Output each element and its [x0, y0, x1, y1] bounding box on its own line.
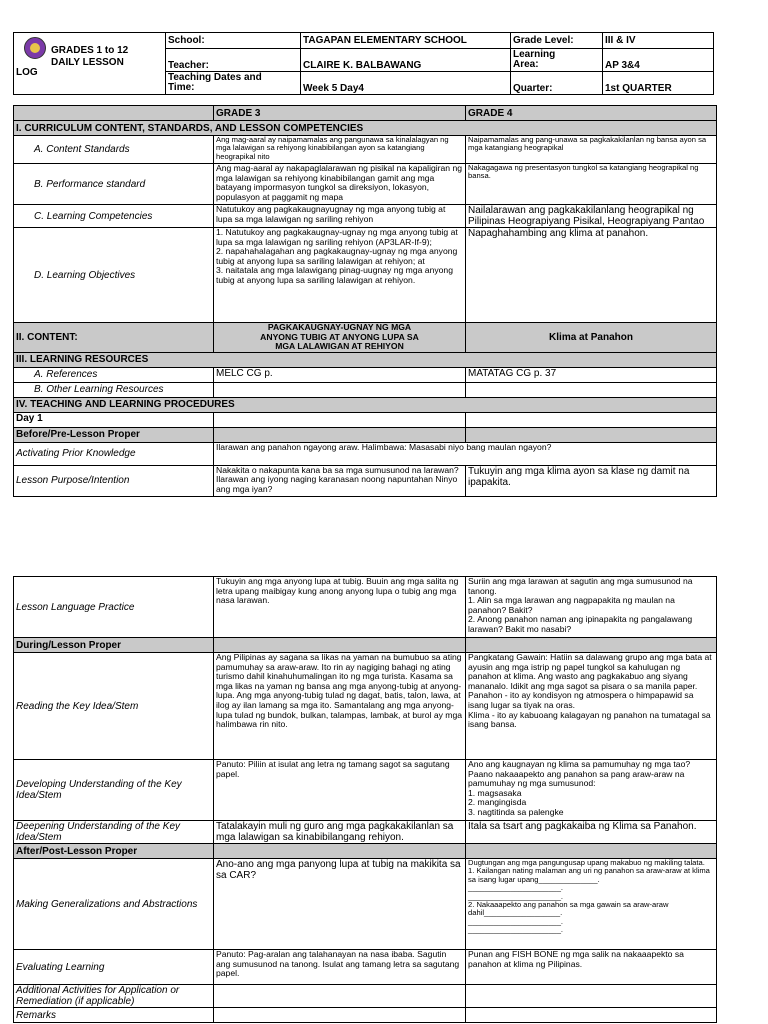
learning-competencies-g4: Nailalarawan ang pagkakakilanlang heograpikal ng Pilipinas Heograpiyang Pisikal, Heograpiyang Pantao — [466, 205, 717, 228]
quarter-label: Quarter: — [511, 72, 603, 95]
additional-activities-g3 — [214, 985, 466, 1008]
learning-area-label: Learning Area: — [511, 49, 603, 72]
remarks-g4 — [466, 1008, 717, 1023]
grade-level-label: Grade Level: — [511, 33, 603, 49]
lesson-purpose-g4: Tukuyin ang mga klima ayon sa klase ng damit na ipapakita. — [466, 465, 717, 496]
dll-log: LOG — [16, 67, 38, 78]
lesson-table-page2 — [13, 576, 717, 1023]
during-lesson-g4 — [466, 638, 717, 653]
generalizations-label: Making Generalizations and Abstractions — [14, 859, 214, 950]
activating-prior-label: Activating Prior Knowledge — [14, 442, 214, 465]
day1-label: Day 1 — [14, 412, 214, 427]
content-g4: Klima at Panahon — [466, 323, 717, 353]
learning-objectives-g3: 1. Natutukoy ang pagkakaugnay-ugnay ng mga anyong tubig at lupa sa mga lalawigan ng sariling rehiyon (AP3LAR-If-9); 2. napahahalagahan ang pagkakaugnay-ugnay ng mga anyong tubig at anyong lupa sa sariling lalawigan at rehiyon; at 3. naitatala ang mga lalawigang pinag-uugnay ng mga anyong tubig at anyong lupa sa sariling lalawigan at rehiyon. — [214, 228, 466, 323]
quarter-value: 1st QUARTER — [603, 72, 714, 95]
key-idea-g4: Pangkatang Gawain: Hatiin sa dalawang grupo ang mga bata at ayusin ang mga istrip ng papel tungkol sa kahulugan ng panahon at klima. Ang wasto ang pagkakabuo ang siyang mananalo. Idikit ang mga sagot sa pisara o sa manila paper. Panahon - ito ay kondisyon ng atmospera o himpapawid sa isang lugar sa tiyak na oras. Klima - ito ay kabuoang kalagayan ng panahon na tumatagal sa isang bansa. — [466, 653, 717, 760]
language-practice-g3: Tukuyin ang mga anyong lupa at tubig. Buuin ang mga salita ng letra upang maibigay kung anong anyong lupa o tubig ang mga nasa larawan. — [214, 577, 466, 638]
deepening-understanding-g3: Tatalakayin muli ng guro ang mga pagkakakilanlan sa mga lalawigan sa kinabibilangang rehiyon. — [214, 821, 466, 844]
col-grade3: GRADE 3 — [214, 106, 466, 121]
learning-competencies-g3: Natutukoy ang pagkakaugnayugnay ng mga anyong tubig at lupa sa mga lalawigan ng sariling rehiyon — [214, 205, 466, 228]
learning-competencies-label: C. Learning Competencies — [14, 205, 214, 228]
performance-standard-g4: Nakagagawa ng presentasyon tungkol sa katangiang heograpikal ng bansa. — [466, 164, 717, 205]
learning-objectives-label: D. Learning Objectives — [14, 228, 214, 323]
additional-activities-g4 — [466, 985, 717, 1008]
section-learning-resources: III. LEARNING RESOURCES — [14, 352, 717, 367]
day1-g4 — [466, 412, 717, 427]
generalizations-g4: Dugtungan ang mga pangungusap upang makabuo ng makiling talata. 1. Kailangan nating malaman ang uri ng panahon sa araw-araw at klima sa isang lugar upang______________. ______________________. ______________________. 2. Nakaaapekto ang panahon sa mga gawain sa araw-araw dahil__________________. ______________________. ______________________. — [466, 859, 717, 950]
dll-title: GRADES 1 to 12 DAILY LESSON — [51, 45, 129, 68]
content-standards-g4: Naipamamalas ang pang-unawa sa pagkakakilanlan ng bansa ayon sa mga katangiang heograpikal — [466, 136, 717, 164]
other-resources-label: B. Other Learning Resources — [14, 382, 214, 397]
content-standards-label: A. Content Standards — [14, 136, 214, 164]
before-lesson-g3 — [214, 427, 466, 442]
deped-seal-icon — [24, 37, 46, 59]
developing-understanding-g4: Ano ang kaugnayan ng klima sa pamumuhay ng mga tao? Paano nakaaapekto ang panahon sa pang araw-araw na pamumuhay ng mga sumusunod: 1. magsasaka 2. mangingisda 3. nagtitinda sa palengke — [466, 760, 717, 821]
evaluating-label: Evaluating Learning — [14, 950, 214, 985]
references-g4: MATATAG CG p. 37 — [466, 367, 717, 382]
additional-activities-label: Additional Activities for Application or Remediation (if applicable) — [14, 985, 214, 1008]
lesson-purpose-g3: Nakakita o nakapunta kana ba sa mga sumusunod na larawan? Ilarawan ang iyong naging karanasan noong napuntahan Ninyo ang mga iyan? — [214, 465, 466, 496]
performance-standard-g3: Ang mag-aaral ay nakapaglalarawan ng pisikal na kapaligiran ng mga lalawigan sa rehiyong kinabibilangan gamit ang mga batayang impormasyon tungkol sa direksiyon, lokasyon, populasyon at paggamit ng mapa — [214, 164, 466, 205]
after-lesson-g3 — [214, 844, 466, 859]
teacher-value: CLAIRE K. BALBAWANG — [301, 49, 511, 72]
during-lesson-g3 — [214, 638, 466, 653]
before-lesson-g4 — [466, 427, 717, 442]
developing-understanding-label: Developing Understanding of the Key Idea/Stem — [14, 760, 214, 821]
references-label: A. References — [14, 367, 214, 382]
corner-cell — [14, 106, 214, 121]
content-g3: PAGKAKAUGNAY-UGNAY NG MGA ANYONG TUBIG AT ANYONG LUPA SA MGA LALAWIGAN AT REHIYON — [214, 323, 466, 353]
references-g3: MELC CG p. — [214, 367, 466, 382]
content-standards-g3: Ang mag-aaral ay naipamamalas ang pangunawa sa kinalalagyan ng mga lalawigan sa rehiyong kinabibilangan ayon sa katangiang heograpikal nito — [214, 136, 466, 164]
learning-area-value: AP 3&4 — [603, 49, 714, 72]
during-lesson-label: During/Lesson Proper — [14, 638, 214, 653]
section-procedures: IV. TEACHING AND LEARNING PROCEDURES — [14, 397, 717, 412]
other-resources-g4 — [466, 382, 717, 397]
developing-understanding-g3: Panuto: Piliin at isulat ang letra ng tamang sagot sa sagutang papel. — [214, 760, 466, 821]
grade-level-value: III & IV — [603, 33, 714, 49]
activating-prior-text: Ilarawan ang panahon ngayong araw. Halimbawa: Masasabi niyo bang maulan ngayon? — [214, 442, 717, 465]
remarks-label: Remarks — [14, 1008, 214, 1023]
evaluating-g3: Panuto: Pag-aralan ang talahanayan na nasa ibaba. Sagutin ang sumusunod na tanong. Isulat ang tamang letra sa sagutang papel. — [214, 950, 466, 985]
key-idea-g3: Ang Pilipinas ay sagana sa likas na yaman na bumubuo sa ating pamumuhay sa araw-araw. Ito rin ay nagiging bahagi ng ating turismo dahil kinahuhumalingan ito ng mga turista. Kasama sa mga likas na yaman ng bansa ang mga anyong-tubig at anyong-lupa. Ang mga anyong-tubig tulad ng dagat, batis, talon, lawa, at ilog ay ilan lamang sa mga ito. Samantalang ang mga anyong-lupa tulad ng bundok, bulkan, talampas, lambak, at burol ay mga halimbawa rin nito. — [214, 653, 466, 760]
school-label: School: — [166, 33, 301, 49]
performance-standard-label: B. Performance standard — [14, 164, 214, 205]
before-lesson-label: Before/Pre-Lesson Proper — [14, 427, 214, 442]
day1-g3 — [214, 412, 466, 427]
lesson-table-page1 — [13, 105, 717, 497]
after-lesson-label: After/Post-Lesson Proper — [14, 844, 214, 859]
key-idea-label: Reading the Key Idea/Stem — [14, 653, 214, 760]
language-practice-g4: Suriin ang mga larawan at sagutin ang mga sumusunod na tanong. 1. Alin sa mga larawan ang nagpapakita ng maulan na panahon? Bakit? 2. Anong panahon naman ang ipinapakita ng pangalawang larawan? Bakit mo nasabi? — [466, 577, 717, 638]
teaching-dates-value: Week 5 Day4 — [301, 72, 511, 95]
section-curriculum: I. CURRICULUM CONTENT, STANDARDS, AND LESSON COMPETENCIES — [14, 121, 717, 136]
deepening-understanding-label: Deepening Understanding of the Key Idea/Stem — [14, 821, 214, 844]
teacher-label: Teacher: — [166, 49, 301, 72]
school-value: TAGAPAN ELEMENTARY SCHOOL — [301, 33, 511, 49]
col-grade4: GRADE 4 — [466, 106, 717, 121]
teaching-dates-label: Teaching Dates and Time: — [166, 72, 301, 95]
language-practice-label: Lesson Language Practice — [14, 577, 214, 638]
lesson-purpose-label: Lesson Purpose/Intention — [14, 465, 214, 496]
deepening-understanding-g4: Itala sa tsart ang pagkakaiba ng Klima sa Panahon. — [466, 821, 717, 844]
after-lesson-g4 — [466, 844, 717, 859]
other-resources-g3 — [214, 382, 466, 397]
generalizations-g3: Ano-ano ang mga panyong lupa at tubig na makikita sa sa CAR? — [214, 859, 466, 950]
dll-title-block — [14, 33, 166, 95]
content-label: II. CONTENT: — [14, 323, 214, 353]
dll-header — [13, 32, 714, 95]
evaluating-g4: Punan ang FISH BONE ng mga salik na nakaaapekto sa panahon at klima ng Pilipinas. — [466, 950, 717, 985]
remarks-g3 — [214, 1008, 466, 1023]
learning-objectives-g4: Napaghahambing ang klima at panahon. — [466, 228, 717, 323]
